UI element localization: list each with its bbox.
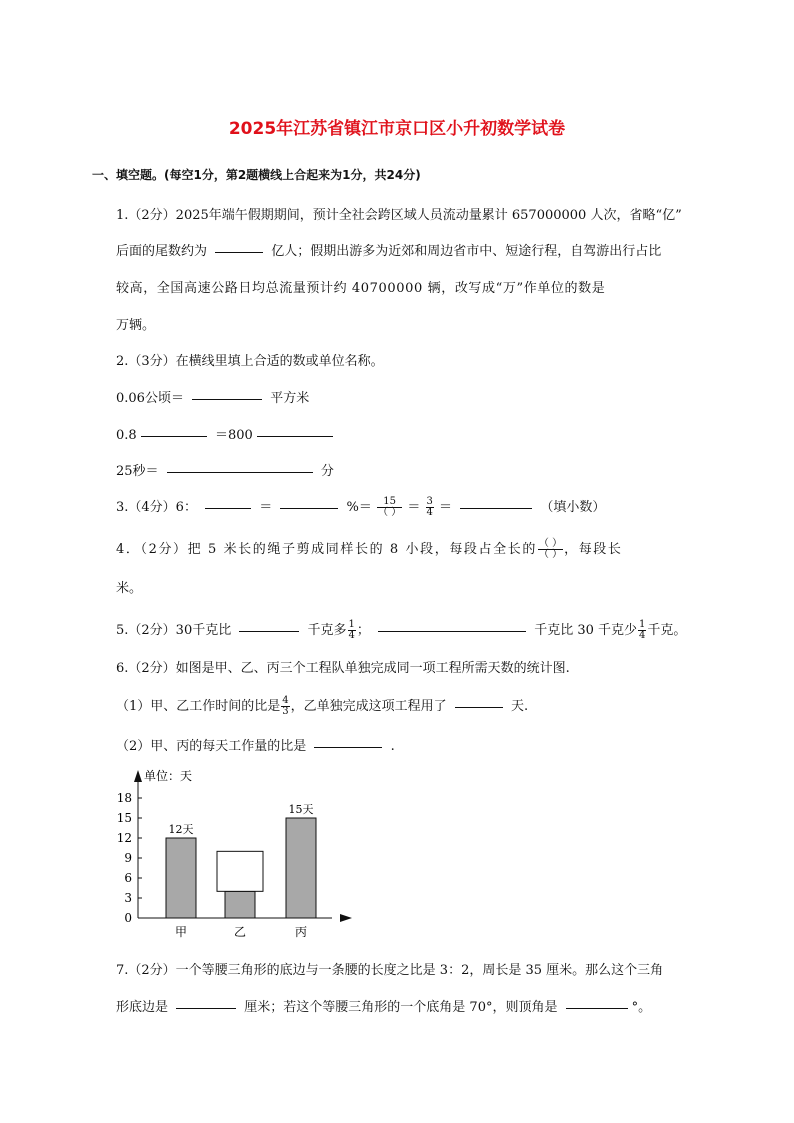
q2-blank-b1[interactable] [141, 435, 207, 437]
q6-blank-1[interactable] [455, 706, 503, 708]
q3-text: ＝ [259, 500, 273, 515]
q4-fraction: $\frac{( )}{( )}$ [538, 538, 563, 560]
q3-text: ＝ [407, 500, 421, 515]
q5-text: 5.（2分）30千克比 [116, 623, 232, 638]
q2-text: 0.8 [116, 428, 137, 443]
data-label: 12天 [168, 823, 194, 836]
q3-blank-3[interactable] [460, 507, 532, 509]
q2-text: 25秒＝ [116, 464, 159, 479]
q2-line1: 2.（3分）在横线里填上合适的数或单位名称。 [116, 354, 384, 369]
x-tick-label: 乙 [233, 925, 247, 939]
section-heading: 一、填空题。(每空1分，第2题横线上合起来为1分，共24分) [92, 168, 421, 182]
y-axis-arrow [134, 770, 142, 782]
data-label: 15天 [288, 803, 314, 816]
q7-blank-2[interactable] [566, 1007, 628, 1009]
bar-丙 [286, 818, 316, 918]
q7-line1: 7.（2分）一个等腰三角形的底边与一条腰的长度之比是 3：2，周长是 35 厘米。那么这个三角 [116, 963, 664, 978]
y-tick-label: 12 [116, 831, 132, 845]
q3-fraction-1: $\frac{15}{( )}$ [378, 496, 402, 518]
q3-text: ＝ [439, 500, 453, 515]
q1-blank-1[interactable] [215, 251, 263, 253]
q6-sub2 [116, 735, 395, 754]
q7-text: 形底边是 [116, 1000, 169, 1015]
q1-line4: 万辆。 [116, 318, 156, 333]
q6-sub1 [116, 695, 528, 717]
q6-line1: 6.（2分）如图是甲、乙、丙三个工程队单独完成同一项工程所需天数的统计图. [116, 661, 570, 676]
q1-line2 [116, 240, 661, 259]
bar-甲 [166, 838, 196, 918]
q5-text: ； [356, 623, 370, 638]
q2-text: 分 [320, 464, 334, 479]
q5-text: 千克。 [647, 623, 687, 638]
q2-line-c [116, 460, 334, 479]
q1-line1: 1.（2分）2025年端午假期期间，预计全社会跨区域人员流动量累计 657000000 人次，省略“亿” [116, 208, 682, 223]
q2-line-a [116, 387, 309, 406]
q2-line-b [116, 424, 337, 443]
q4-text: ，每段长 [564, 542, 623, 557]
y-tick-label: 0 [124, 911, 132, 925]
q1-line3: 较高，全国高速公路日均总流量预计约 40700000 辆，改写成“万”作单位的数是 [116, 281, 606, 296]
q5-text: 千克比 30 千克少 [534, 623, 637, 638]
q4-line1 [116, 538, 623, 560]
bar-chart [112, 762, 352, 952]
q2-text: 平方米 [270, 391, 310, 406]
q2-blank-a[interactable] [192, 398, 262, 400]
q6-text: （2）甲、丙的每天工作量的比是 [116, 739, 307, 754]
q3-fraction-2: $\frac{3}{4}$ [426, 496, 433, 518]
q3-line [116, 496, 605, 518]
q6-text: ，乙单独完成这项工程用了 [290, 699, 447, 714]
q5-fraction: $\frac{1}{4}$ [348, 619, 355, 641]
q6-text: （1）甲、乙工作时间的比是 [116, 699, 281, 714]
q2-blank-b2[interactable] [257, 435, 333, 437]
bar-乙 [225, 891, 255, 918]
y-tick-label: 18 [116, 791, 132, 805]
q3-blank-1[interactable] [205, 507, 251, 509]
q7-text: °。 [631, 1000, 652, 1015]
q5-line [116, 619, 686, 641]
chart-unit-label: 单位：天 [144, 769, 193, 783]
q1-text: 亿人；假期出游多为近郊和周边省市中、短途行程，自驾游出行占比 [271, 244, 662, 259]
q6-text: . [390, 739, 395, 754]
q3-blank-2[interactable] [280, 507, 338, 509]
q5-fraction: $\frac{1}{4}$ [639, 619, 646, 641]
q3-text: %＝ [346, 500, 372, 515]
q4-line2: 米。 [116, 581, 143, 596]
y-tick-label: 3 [124, 891, 132, 905]
x-tick-label: 甲 [174, 925, 188, 939]
q2-text: 0.06公顷＝ [116, 391, 184, 406]
page-title: 2025年江苏省镇江市京口区小升初数学试卷 [228, 119, 566, 139]
q7-blank-1[interactable] [176, 1007, 236, 1009]
y-tick-label: 9 [124, 851, 132, 865]
q6-blank-2[interactable] [314, 746, 382, 748]
q1-text: 后面的尾数约为 [116, 244, 208, 259]
q5-blank-1[interactable] [239, 630, 299, 632]
x-tick-label: 丙 [294, 925, 308, 939]
y-tick-label: 6 [124, 871, 132, 885]
hidden-box [217, 851, 263, 891]
q3-text: （填小数） [540, 500, 606, 515]
y-tick-label: 15 [116, 811, 132, 825]
q5-blank-2[interactable] [378, 630, 526, 632]
q3-text: 3.（4分）6： [116, 500, 197, 515]
x-axis-arrow [340, 914, 352, 922]
q4-text: 4．（2分）把 5 米长的绳子剪成同样长的 8 小段，每段占全长的 [116, 542, 537, 557]
q6-fraction: $\frac{4}{3}$ [282, 695, 289, 717]
q6-text: 天. [510, 699, 529, 714]
q7-text: 厘米；若这个等腰三角形的一个底角是 70°，则顶角是 [244, 1000, 558, 1015]
q2-text: ＝800 [214, 428, 253, 443]
q2-blank-c[interactable] [167, 471, 313, 473]
q5-text: 千克多 [307, 623, 347, 638]
q7-line2 [116, 996, 651, 1015]
